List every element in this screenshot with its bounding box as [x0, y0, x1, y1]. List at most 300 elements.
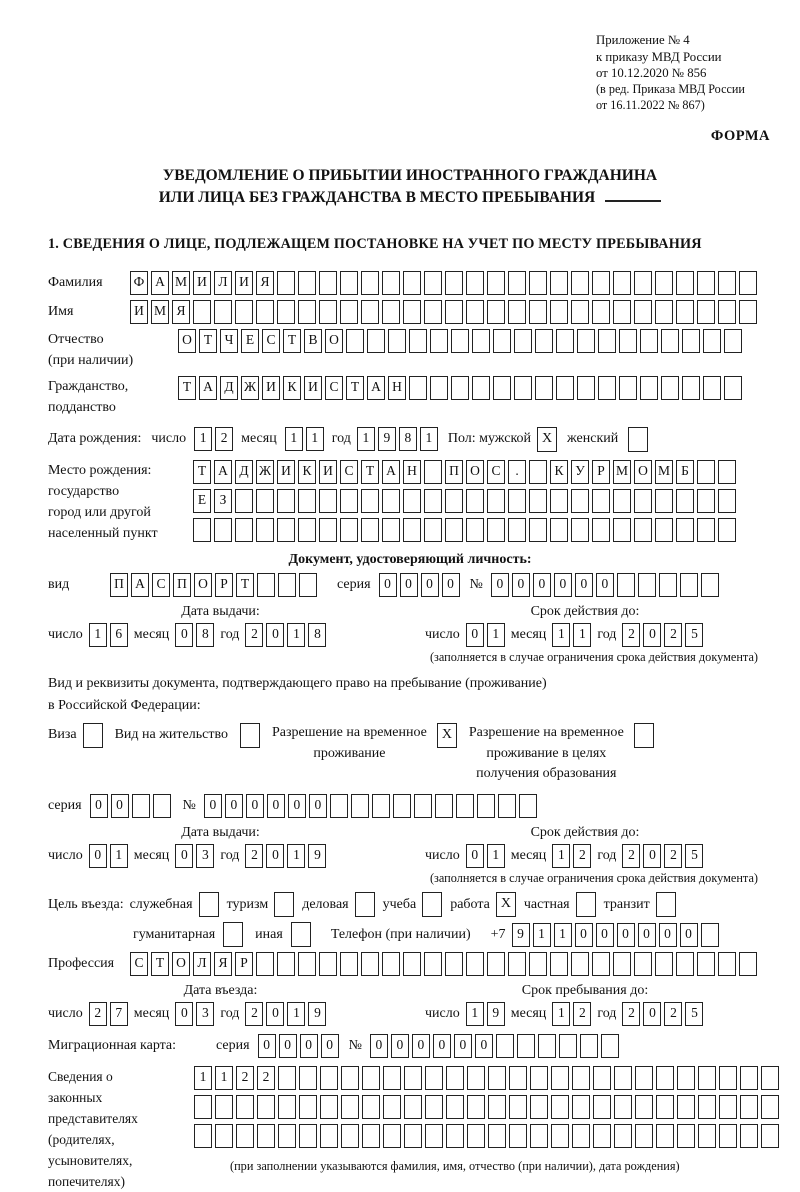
char-box[interactable]: П: [110, 573, 128, 597]
char-box[interactable]: 1: [306, 427, 324, 451]
char-box[interactable]: [362, 1095, 380, 1119]
char-box[interactable]: [446, 1095, 464, 1119]
char-box[interactable]: 0: [533, 573, 551, 597]
char-box[interactable]: [739, 300, 757, 324]
char-box[interactable]: [340, 952, 358, 976]
char-box[interactable]: [466, 518, 484, 542]
char-box[interactable]: 2: [573, 1002, 591, 1026]
char-box[interactable]: [466, 300, 484, 324]
char-box[interactable]: [467, 1066, 485, 1090]
purpose-study-checkbox[interactable]: [422, 892, 442, 917]
char-box[interactable]: [701, 573, 719, 597]
char-box[interactable]: [697, 460, 715, 484]
char-box[interactable]: [298, 271, 316, 295]
char-box[interactable]: К: [298, 460, 316, 484]
char-box[interactable]: [351, 794, 369, 818]
char-box[interactable]: [656, 1095, 674, 1119]
char-box[interactable]: О: [172, 952, 190, 976]
char-box[interactable]: Д: [220, 376, 238, 400]
char-box[interactable]: 1: [554, 923, 572, 947]
char-box[interactable]: И: [262, 376, 280, 400]
char-box[interactable]: 2: [257, 1066, 275, 1090]
char-box[interactable]: 1: [533, 923, 551, 947]
char-box[interactable]: [361, 300, 379, 324]
char-box[interactable]: 3: [196, 844, 214, 868]
char-box[interactable]: [509, 1066, 527, 1090]
char-box[interactable]: 0: [575, 573, 593, 597]
male-checkbox[interactable]: X: [537, 427, 557, 452]
char-box[interactable]: И: [235, 271, 253, 295]
char-box[interactable]: .: [508, 460, 526, 484]
char-box[interactable]: [593, 1124, 611, 1148]
char-box[interactable]: 1: [110, 844, 128, 868]
char-box[interactable]: [361, 952, 379, 976]
char-box[interactable]: [740, 1124, 758, 1148]
char-box[interactable]: [697, 518, 715, 542]
char-box[interactable]: 2: [622, 844, 640, 868]
char-box[interactable]: 0: [454, 1034, 472, 1058]
char-box[interactable]: [403, 518, 421, 542]
char-box[interactable]: [435, 794, 453, 818]
char-box[interactable]: [346, 329, 364, 353]
char-box[interactable]: [424, 271, 442, 295]
char-box[interactable]: 1: [287, 1002, 305, 1026]
char-box[interactable]: [299, 1066, 317, 1090]
char-box[interactable]: 1: [552, 1002, 570, 1026]
char-box[interactable]: [635, 1066, 653, 1090]
char-box[interactable]: [572, 1066, 590, 1090]
char-box[interactable]: [132, 794, 150, 818]
char-box[interactable]: 2: [245, 844, 263, 868]
char-box[interactable]: [619, 329, 637, 353]
char-box[interactable]: М: [613, 460, 631, 484]
char-box[interactable]: Я: [256, 271, 274, 295]
char-box[interactable]: 3: [196, 1002, 214, 1026]
residence-permit-checkbox[interactable]: [240, 723, 260, 748]
char-box[interactable]: [236, 1124, 254, 1148]
char-box[interactable]: [298, 489, 316, 513]
char-box[interactable]: К: [283, 376, 301, 400]
char-box[interactable]: 0: [466, 844, 484, 868]
char-box[interactable]: [718, 518, 736, 542]
char-box[interactable]: Т: [283, 329, 301, 353]
purpose-other-checkbox[interactable]: [291, 922, 311, 947]
char-box[interactable]: [445, 271, 463, 295]
char-box[interactable]: Е: [241, 329, 259, 353]
char-box[interactable]: [430, 376, 448, 400]
char-box[interactable]: [530, 1095, 548, 1119]
char-box[interactable]: [577, 376, 595, 400]
char-box[interactable]: [572, 1095, 590, 1119]
char-box[interactable]: [488, 1095, 506, 1119]
char-box[interactable]: 1: [287, 623, 305, 647]
char-box[interactable]: А: [199, 376, 217, 400]
char-box[interactable]: [601, 1034, 619, 1058]
char-box[interactable]: [467, 1124, 485, 1148]
char-box[interactable]: 9: [308, 844, 326, 868]
char-box[interactable]: И: [277, 460, 295, 484]
char-box[interactable]: [514, 376, 532, 400]
char-box[interactable]: Т: [193, 460, 211, 484]
char-box[interactable]: [718, 460, 736, 484]
char-box[interactable]: [559, 1034, 577, 1058]
char-box[interactable]: [739, 271, 757, 295]
char-box[interactable]: [676, 952, 694, 976]
char-box[interactable]: [550, 952, 568, 976]
char-box[interactable]: [551, 1066, 569, 1090]
char-box[interactable]: [697, 489, 715, 513]
char-box[interactable]: 0: [412, 1034, 430, 1058]
char-box[interactable]: [393, 794, 411, 818]
char-box[interactable]: [571, 271, 589, 295]
char-box[interactable]: [235, 489, 253, 513]
char-box[interactable]: [388, 329, 406, 353]
char-box[interactable]: [235, 518, 253, 542]
char-box[interactable]: [340, 271, 358, 295]
char-box[interactable]: С: [262, 329, 280, 353]
char-box[interactable]: [330, 794, 348, 818]
char-box[interactable]: [718, 300, 736, 324]
char-box[interactable]: И: [130, 300, 148, 324]
char-box[interactable]: А: [151, 271, 169, 295]
char-box[interactable]: О: [178, 329, 196, 353]
char-box[interactable]: [655, 952, 673, 976]
char-box[interactable]: 0: [442, 573, 460, 597]
char-box[interactable]: [466, 271, 484, 295]
char-box[interactable]: [404, 1066, 422, 1090]
char-box[interactable]: [634, 952, 652, 976]
char-box[interactable]: [698, 1124, 716, 1148]
char-box[interactable]: [661, 376, 679, 400]
char-box[interactable]: [556, 329, 574, 353]
char-box[interactable]: [677, 1124, 695, 1148]
char-box[interactable]: 1: [357, 427, 375, 451]
char-box[interactable]: 0: [246, 794, 264, 818]
char-box[interactable]: [319, 489, 337, 513]
char-box[interactable]: [724, 329, 742, 353]
char-box[interactable]: [698, 1066, 716, 1090]
char-box[interactable]: А: [367, 376, 385, 400]
char-box[interactable]: [278, 1095, 296, 1119]
purpose-humanitarian-checkbox[interactable]: [223, 922, 243, 947]
char-box[interactable]: 0: [617, 923, 635, 947]
char-box[interactable]: [277, 489, 295, 513]
char-box[interactable]: [361, 518, 379, 542]
char-box[interactable]: [572, 1124, 590, 1148]
char-box[interactable]: [466, 489, 484, 513]
char-box[interactable]: 0: [111, 794, 129, 818]
char-box[interactable]: 8: [308, 623, 326, 647]
edu-residence-checkbox[interactable]: [634, 723, 654, 748]
char-box[interactable]: П: [173, 573, 191, 597]
char-box[interactable]: [718, 952, 736, 976]
char-box[interactable]: [634, 271, 652, 295]
char-box[interactable]: 0: [288, 794, 306, 818]
char-box[interactable]: [634, 489, 652, 513]
char-box[interactable]: [424, 952, 442, 976]
char-box[interactable]: [593, 1095, 611, 1119]
char-box[interactable]: [487, 518, 505, 542]
char-box[interactable]: [529, 460, 547, 484]
char-box[interactable]: 0: [370, 1034, 388, 1058]
char-box[interactable]: [697, 300, 715, 324]
char-box[interactable]: [614, 1066, 632, 1090]
char-box[interactable]: 0: [225, 794, 243, 818]
char-box[interactable]: А: [131, 573, 149, 597]
char-box[interactable]: [341, 1066, 359, 1090]
char-box[interactable]: [194, 1124, 212, 1148]
char-box[interactable]: [761, 1066, 779, 1090]
char-box[interactable]: [319, 952, 337, 976]
char-box[interactable]: Т: [199, 329, 217, 353]
char-box[interactable]: [446, 1066, 464, 1090]
char-box[interactable]: 0: [258, 1034, 276, 1058]
char-box[interactable]: 0: [391, 1034, 409, 1058]
char-box[interactable]: [613, 271, 631, 295]
char-box[interactable]: 7: [110, 1002, 128, 1026]
char-box[interactable]: [299, 1095, 317, 1119]
temp-residence-checkbox[interactable]: X: [437, 723, 457, 748]
char-box[interactable]: [404, 1124, 422, 1148]
char-box[interactable]: [556, 376, 574, 400]
char-box[interactable]: [424, 518, 442, 542]
char-box[interactable]: М: [655, 460, 673, 484]
char-box[interactable]: [571, 489, 589, 513]
char-box[interactable]: [677, 1095, 695, 1119]
char-box[interactable]: [551, 1095, 569, 1119]
char-box[interactable]: [472, 329, 490, 353]
char-box[interactable]: [634, 518, 652, 542]
char-box[interactable]: [508, 489, 526, 513]
char-box[interactable]: 0: [643, 1002, 661, 1026]
char-box[interactable]: [530, 1066, 548, 1090]
char-box[interactable]: [519, 794, 537, 818]
char-box[interactable]: [341, 1095, 359, 1119]
char-box[interactable]: С: [340, 460, 358, 484]
char-box[interactable]: 2: [89, 1002, 107, 1026]
char-box[interactable]: [718, 271, 736, 295]
char-box[interactable]: 1: [487, 623, 505, 647]
char-box[interactable]: [340, 489, 358, 513]
char-box[interactable]: [214, 300, 232, 324]
char-box[interactable]: Б: [676, 460, 694, 484]
char-box[interactable]: Р: [235, 952, 253, 976]
char-box[interactable]: 8: [196, 623, 214, 647]
char-box[interactable]: [493, 376, 511, 400]
char-box[interactable]: 2: [664, 623, 682, 647]
char-box[interactable]: 0: [475, 1034, 493, 1058]
char-box[interactable]: 1: [552, 844, 570, 868]
char-box[interactable]: [508, 518, 526, 542]
char-box[interactable]: [487, 300, 505, 324]
char-box[interactable]: [409, 329, 427, 353]
char-box[interactable]: [577, 329, 595, 353]
purpose-private-checkbox[interactable]: [576, 892, 596, 917]
char-box[interactable]: [445, 952, 463, 976]
char-box[interactable]: [703, 329, 721, 353]
char-box[interactable]: 0: [89, 844, 107, 868]
char-box[interactable]: Е: [193, 489, 211, 513]
char-box[interactable]: 9: [487, 1002, 505, 1026]
char-box[interactable]: Ч: [220, 329, 238, 353]
purpose-work-checkbox[interactable]: X: [496, 892, 516, 917]
char-box[interactable]: 0: [643, 623, 661, 647]
char-box[interactable]: Ф: [130, 271, 148, 295]
char-box[interactable]: [256, 518, 274, 542]
char-box[interactable]: [488, 1124, 506, 1148]
char-box[interactable]: [592, 271, 610, 295]
char-box[interactable]: [472, 376, 490, 400]
char-box[interactable]: [698, 1095, 716, 1119]
char-box[interactable]: [361, 489, 379, 513]
char-box[interactable]: 2: [664, 844, 682, 868]
char-box[interactable]: 6: [110, 623, 128, 647]
char-box[interactable]: 0: [491, 573, 509, 597]
char-box[interactable]: [613, 300, 631, 324]
char-box[interactable]: 0: [204, 794, 222, 818]
char-box[interactable]: [592, 952, 610, 976]
char-box[interactable]: 2: [573, 844, 591, 868]
char-box[interactable]: [456, 794, 474, 818]
char-box[interactable]: [719, 1066, 737, 1090]
char-box[interactable]: [361, 271, 379, 295]
char-box[interactable]: 0: [659, 923, 677, 947]
char-box[interactable]: [403, 300, 421, 324]
char-box[interactable]: 0: [175, 623, 193, 647]
char-box[interactable]: [383, 1124, 401, 1148]
char-box[interactable]: [477, 794, 495, 818]
char-box[interactable]: [403, 489, 421, 513]
char-box[interactable]: [340, 518, 358, 542]
char-box[interactable]: 0: [279, 1034, 297, 1058]
char-box[interactable]: [257, 1124, 275, 1148]
char-box[interactable]: К: [550, 460, 568, 484]
char-box[interactable]: 1: [215, 1066, 233, 1090]
char-box[interactable]: [655, 271, 673, 295]
char-box[interactable]: 0: [309, 794, 327, 818]
char-box[interactable]: [635, 1095, 653, 1119]
char-box[interactable]: 0: [512, 573, 530, 597]
purpose-tourism-checkbox[interactable]: [274, 892, 294, 917]
char-box[interactable]: 0: [266, 844, 284, 868]
char-box[interactable]: [659, 573, 677, 597]
char-box[interactable]: 0: [643, 844, 661, 868]
char-box[interactable]: [425, 1124, 443, 1148]
char-box[interactable]: 1: [194, 1066, 212, 1090]
char-box[interactable]: [277, 518, 295, 542]
char-box[interactable]: [320, 1095, 338, 1119]
char-box[interactable]: 9: [512, 923, 530, 947]
char-box[interactable]: [383, 1095, 401, 1119]
char-box[interactable]: И: [304, 376, 322, 400]
char-box[interactable]: [571, 300, 589, 324]
char-box[interactable]: [382, 952, 400, 976]
char-box[interactable]: [680, 573, 698, 597]
char-box[interactable]: [550, 271, 568, 295]
char-box[interactable]: С: [152, 573, 170, 597]
char-box[interactable]: [496, 1034, 514, 1058]
char-box[interactable]: 1: [552, 623, 570, 647]
char-box[interactable]: [319, 271, 337, 295]
purpose-business-checkbox[interactable]: [355, 892, 375, 917]
char-box[interactable]: [655, 300, 673, 324]
char-box[interactable]: [193, 518, 211, 542]
char-box[interactable]: [487, 489, 505, 513]
char-box[interactable]: [298, 300, 316, 324]
char-box[interactable]: [598, 376, 616, 400]
char-box[interactable]: [517, 1034, 535, 1058]
char-box[interactable]: [424, 489, 442, 513]
char-box[interactable]: [529, 271, 547, 295]
char-box[interactable]: В: [304, 329, 322, 353]
char-box[interactable]: [424, 460, 442, 484]
char-box[interactable]: [487, 952, 505, 976]
char-box[interactable]: [446, 1124, 464, 1148]
char-box[interactable]: [550, 300, 568, 324]
char-box[interactable]: 0: [266, 623, 284, 647]
char-box[interactable]: [640, 329, 658, 353]
char-box[interactable]: 2: [622, 623, 640, 647]
char-box[interactable]: [382, 300, 400, 324]
char-box[interactable]: [719, 1124, 737, 1148]
char-box[interactable]: [256, 489, 274, 513]
char-box[interactable]: [466, 952, 484, 976]
char-box[interactable]: [414, 794, 432, 818]
char-box[interactable]: [382, 271, 400, 295]
char-box[interactable]: [530, 1124, 548, 1148]
char-box[interactable]: [277, 271, 295, 295]
char-box[interactable]: [153, 794, 171, 818]
char-box[interactable]: [256, 300, 274, 324]
char-box[interactable]: [617, 573, 635, 597]
char-box[interactable]: 0: [90, 794, 108, 818]
char-box[interactable]: [487, 271, 505, 295]
char-box[interactable]: [257, 1095, 275, 1119]
char-box[interactable]: [676, 271, 694, 295]
char-box[interactable]: [509, 1124, 527, 1148]
char-box[interactable]: [319, 518, 337, 542]
purpose-transit-checkbox[interactable]: [656, 892, 676, 917]
char-box[interactable]: [409, 376, 427, 400]
char-box[interactable]: [514, 329, 532, 353]
char-box[interactable]: С: [487, 460, 505, 484]
char-box[interactable]: [592, 300, 610, 324]
char-box[interactable]: 1: [487, 844, 505, 868]
char-box[interactable]: Л: [193, 952, 211, 976]
char-box[interactable]: [508, 300, 526, 324]
char-box[interactable]: [592, 518, 610, 542]
char-box[interactable]: [214, 518, 232, 542]
char-box[interactable]: [655, 489, 673, 513]
char-box[interactable]: 1: [285, 427, 303, 451]
char-box[interactable]: 5: [685, 623, 703, 647]
char-box[interactable]: [319, 300, 337, 324]
char-box[interactable]: [215, 1124, 233, 1148]
char-box[interactable]: 0: [267, 794, 285, 818]
char-box[interactable]: [682, 376, 700, 400]
char-box[interactable]: 0: [596, 923, 614, 947]
char-box[interactable]: [467, 1095, 485, 1119]
char-box[interactable]: [613, 518, 631, 542]
char-box[interactable]: Р: [592, 460, 610, 484]
char-box[interactable]: [256, 952, 274, 976]
char-box[interactable]: [697, 271, 715, 295]
char-box[interactable]: [638, 573, 656, 597]
char-box[interactable]: О: [466, 460, 484, 484]
char-box[interactable]: [593, 1066, 611, 1090]
char-box[interactable]: [277, 952, 295, 976]
char-box[interactable]: 1: [420, 427, 438, 451]
